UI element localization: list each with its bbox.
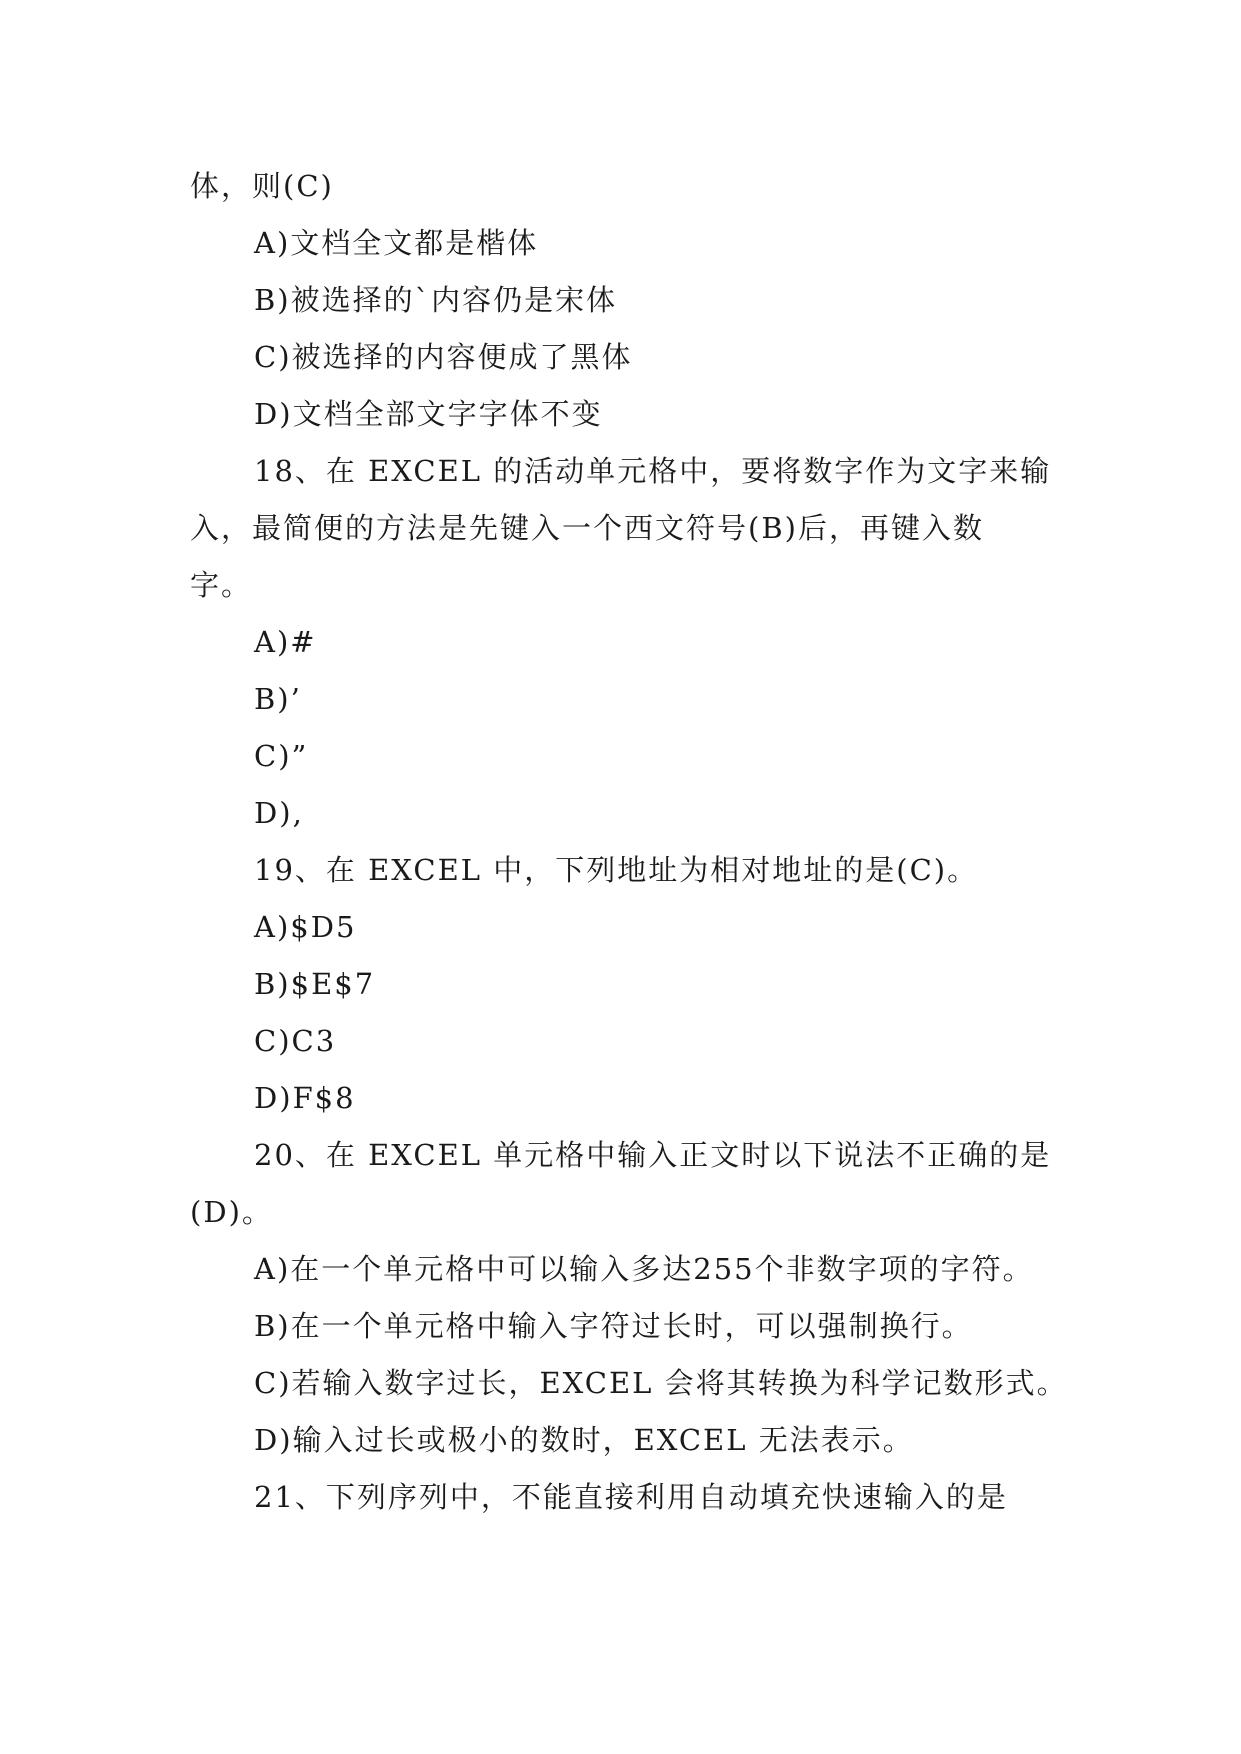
question-17-continuation: 体，则(C)	[190, 169, 334, 203]
option-c: C)C3	[254, 1024, 337, 1058]
option-c: C)若输入数字过长，EXCEL 会将其转换为科学记数形式。	[254, 1366, 1068, 1400]
question-21: 21、下列序列中，不能直接利用自动填充快速输入的是	[254, 1480, 1008, 1514]
option-a: A)在一个单元格中可以输入多达255个非数字项的字符。	[254, 1252, 1034, 1286]
option-b: B)在一个单元格中输入字符过长时，可以强制换行。	[254, 1309, 973, 1343]
option-d: D)输入过长或极小的数时，EXCEL 无法表示。	[254, 1423, 914, 1457]
question-20: 20、在 EXCEL 单元格中输入正文时以下说法不正确的是	[254, 1138, 1052, 1172]
option-b: B)’	[254, 682, 302, 716]
option-c: C)”	[254, 739, 309, 773]
option-a: A)$D5	[254, 910, 357, 944]
option-d: D)文档全部文字字体不变	[254, 397, 603, 431]
question-19: 19、在 EXCEL 中，下列地址为相对地址的是(C)。	[254, 853, 979, 887]
option-d: D)F$8	[254, 1081, 356, 1115]
question-18-continuation: 入，最简便的方法是先键入一个西文符号(B)后，再键入数	[190, 511, 984, 545]
option-d: D),	[254, 796, 304, 830]
question-18: 18、在 EXCEL 的活动单元格中，要将数字作为文字来输	[254, 454, 1052, 488]
option-a: A)文档全文都是楷体	[254, 226, 539, 260]
question-18-end: 字。	[190, 568, 253, 602]
option-a: A)#	[254, 625, 317, 659]
option-c: C)被选择的内容便成了黑体	[254, 340, 633, 374]
option-b: B)被选择的`内容仍是宋体	[254, 283, 618, 317]
question-20-continuation: (D)。	[190, 1195, 273, 1229]
option-b: B)$E$7	[254, 967, 376, 1001]
